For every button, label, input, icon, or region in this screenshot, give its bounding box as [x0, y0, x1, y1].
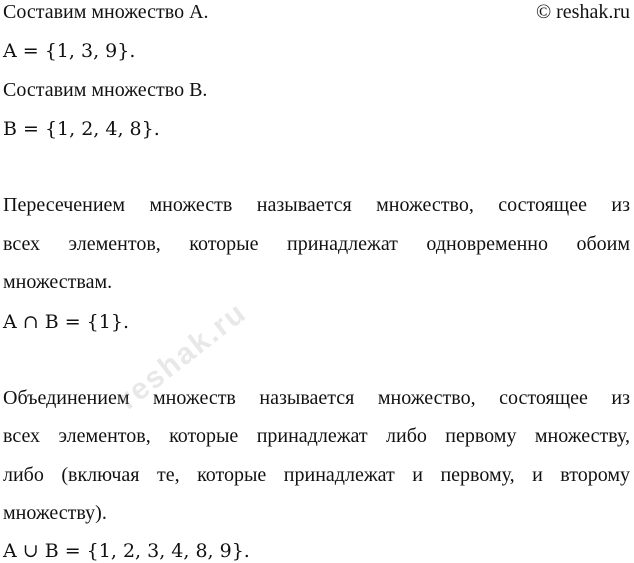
union-definition-line-2: всех элементов, которые принадлежат либо первому множеству, — [3, 425, 630, 447]
text-compose-set-b: Составим множество B. — [3, 79, 208, 101]
watermark-logo: reshak.ru — [112, 295, 253, 417]
formula-union: A ∪ B = {1, 2, 3, 4, 8, 9}. — [3, 540, 250, 562]
formula-set-a: A = {1, 3, 9}. — [3, 40, 136, 62]
union-definition-line-1: Объединением множеств называется множество, состоящее из — [3, 387, 630, 409]
union-definition-line-3: либо (включая те, которые принадлежат и первому, и второму — [3, 464, 630, 486]
intersection-definition-line-1: Пересечением множеств называется множество, состоящее из — [3, 194, 630, 216]
copyright-label: © reshak.ru — [535, 1, 630, 23]
intersection-definition-line-3: множествам. — [3, 271, 113, 293]
intersection-definition-line-2: всех элементов, которые принадлежат одновременно обоим — [3, 233, 630, 255]
union-definition-line-4: множеству). — [3, 502, 107, 524]
formula-intersection: A ∩ B = {1}. — [3, 311, 129, 333]
text-compose-set-a: Составим множество A. — [3, 1, 209, 23]
formula-set-b: B = {1, 2, 4, 8}. — [3, 118, 160, 140]
